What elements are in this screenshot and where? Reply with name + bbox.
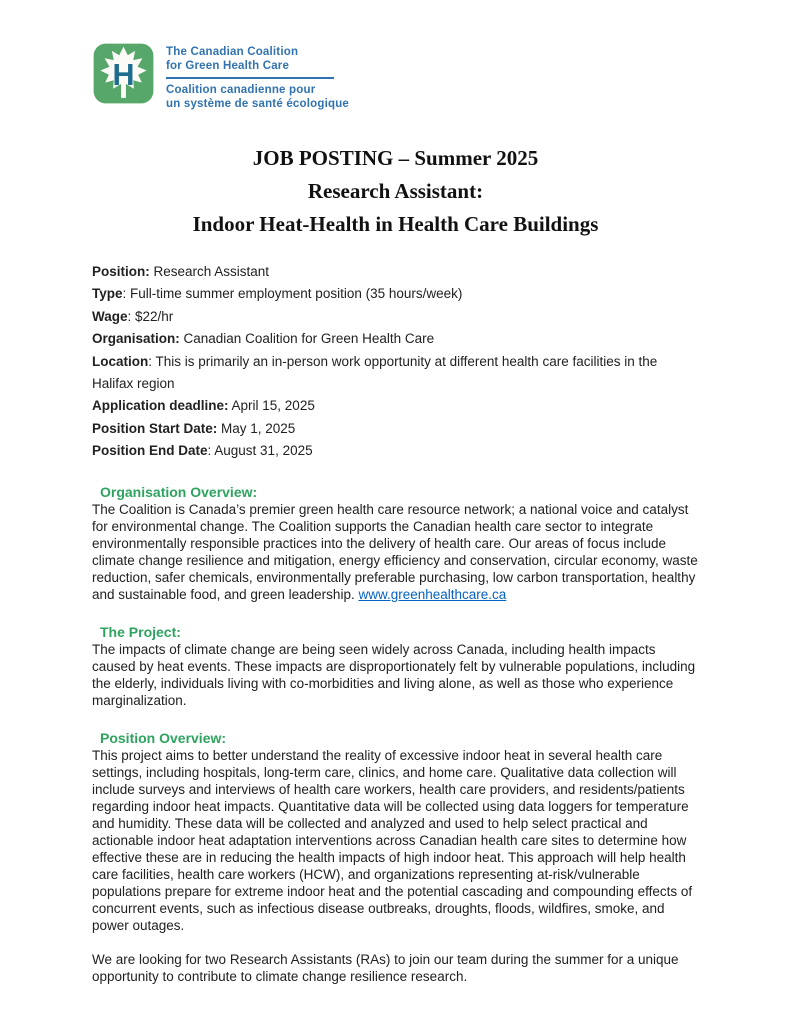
logo-monogram-h: H [112, 58, 135, 93]
title-line-subject: Indoor Heat-Health in Health Care Buildings [192, 212, 599, 236]
closing-paragraph: We are looking for two Research Assistants (RAs) to join our team during the summer for a unique opportunity to contribute to climate change resilience research. [92, 951, 679, 984]
detail-type-value: : Full-time summer employment position (35 hours/week) [122, 286, 463, 302]
organisation-overview-heading: Organisation Overview: [100, 483, 258, 500]
title-line-role: Research Assistant: [307, 179, 484, 203]
detail-organisation-value: Canadian Coalition for Green Health Care [179, 331, 435, 347]
detail-position-label: Position: [92, 264, 150, 279]
detail-location-label: Location [92, 353, 149, 369]
detail-wage [92, 306, 700, 328]
detail-start-date [92, 418, 700, 440]
section-position-overview [92, 730, 700, 934]
detail-location-value: : This is primarily an in-person work opportunity at different health care facilities in the Halifax region [92, 353, 658, 392]
logo-name-en-line2: for Green Health Care [166, 60, 290, 72]
detail-end-value: : August 31, 2025 [207, 443, 313, 459]
logo-name-en-line1: The Canadian Coalition [166, 46, 299, 58]
position-overview-text: This project aims to better understand the reality of excessive indoor heat in several health care settings, including hospitals, long-term care, clinics, and home care. Qualitative data collection will include surveys and interviews of health care workers, health care providers, and residents/patients regarding indoor heat impacts. Quantitative data will be collected using data loggers for temperature and humidity. These data will be collected and analyzed and used to help select practical and actionable indoor heat adaptation interventions across Canadian health care sites to determine how effective these are in reducing the health impacts of high indoor heat. This approach will help health care facilities, health care workers (HCW), and organizations representing at-risk/vulnerable populations prepare for extreme indoor heat and the potential cascading and compounding effects of concurrent events, such as infectious disease outbreaks, droughts, floods, wildfires, smoke, and power outages. [92, 747, 693, 933]
detail-position-value: Research Assistant [149, 264, 270, 279]
detail-start-value: May 1, 2025 [217, 420, 296, 436]
organisation-overview-text [92, 501, 700, 603]
detail-wage-label: Wage [92, 308, 128, 324]
section-the-project [92, 624, 700, 709]
detail-type-label: Type [92, 286, 123, 302]
detail-organisation-label: Organisation: [92, 331, 180, 347]
detail-type [92, 283, 700, 305]
detail-wage-value: : $22/hr [127, 308, 174, 324]
detail-application-deadline [92, 395, 700, 417]
position-overview-heading: Position Overview: [100, 729, 227, 746]
detail-deadline-value: April 15, 2025 [228, 398, 315, 414]
title-line-posting: JOB POSTING – Summer 2025 [252, 146, 539, 170]
logo-name-fr-line2: un système de santé écologique [166, 98, 350, 110]
section-organisation-overview [92, 484, 700, 603]
logo-name-fr-line1: Coalition canadienne pour [166, 84, 316, 96]
position-details [92, 261, 700, 463]
coalition-logo-icon [93, 43, 154, 104]
the-project-text: The impacts of climate change are being seen widely across Canada, including health impacts caused by heat events. These impacts are disproportionately felt by vulnerable populations, including the elderly, individuals living with co-morbidities and living alone, as well as those who experience marginalization. [92, 641, 696, 708]
detail-deadline-label: Application deadline: [92, 398, 229, 414]
document-title [0, 142, 791, 241]
detail-end-label: Position End Date [92, 443, 208, 459]
organisation-logo [0, 0, 791, 111]
document-body [0, 261, 791, 985]
greenhealthcare-link[interactable]: www.greenhealthcare.ca [358, 586, 507, 602]
detail-position [92, 261, 700, 283]
detail-location [92, 351, 700, 396]
the-project-heading: The Project: [100, 623, 181, 640]
logo-wordmark [166, 43, 349, 111]
detail-start-label: Position Start Date: [92, 420, 218, 436]
detail-end-date [92, 440, 700, 462]
detail-organisation [92, 328, 700, 350]
organisation-overview-body: The Coalition is Canada’s premier green health care resource network; a national voice and catalyst for environmental change. The Coalition supports the Canadian health care sector to integrate environmentally responsible practices into the delivery of health care. Our areas of focus include climate change resilience and mitigation, energy efficiency and conservation, circular economy, waste reduction, safer chemicals, environmentally preferable purchasing, low carbon transportation, healthy and sustainable food, and green leadership. [92, 501, 698, 602]
logo-divider [166, 77, 334, 79]
